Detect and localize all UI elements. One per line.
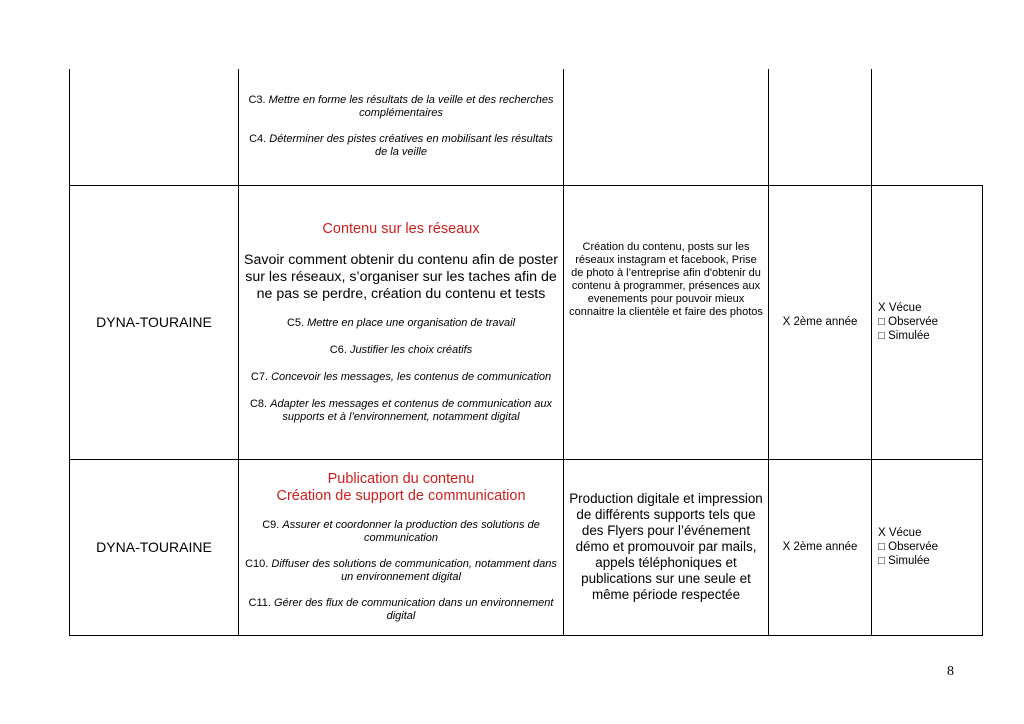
competence-item: C10. Diffuser des solutions de communication, notamment dans un environnement digital	[245, 558, 557, 583]
competence-item: C5. Mettre en place une organisation de travail	[286, 316, 516, 329]
activity-cell	[564, 69, 769, 185]
activity-cell: Production digitale et impression de différents supports tels que des Flyers pour l’événement démo et promouvoir par mails, appels téléphoniques et publications sur une seule et même période respectée	[564, 459, 769, 635]
section-description: Savoir comment obtenir du contenu afin de poster sur les réseaux, s’organiser sur les taches afin de ne pas se perdre, création du contenu et tests	[244, 251, 558, 302]
competence-item: C6. Justifier les choix créatifs	[329, 343, 473, 356]
competence-item: C8. Adapter les messages et contenus de communication aux supports et à l’environnement, notamment digital	[249, 397, 553, 423]
mode-simulee: □ Simulée	[878, 555, 930, 567]
table-row	[70, 459, 983, 635]
table-row	[70, 185, 983, 459]
year-cell: X 2ème année	[769, 185, 872, 459]
section-title: Publication du contenu	[327, 471, 475, 487]
competence-item: C9. Assurer et coordonner la production des solutions de communication	[262, 519, 540, 544]
competences-cell	[239, 185, 564, 459]
section-title: Contenu sur les réseaux	[322, 220, 480, 237]
competence-item: C7. Concevoir les messages, les contenus de communication	[250, 370, 552, 383]
competence-item: C11. Gérer des flux de communication dans un environnement digital	[248, 597, 554, 622]
activities-table	[69, 69, 983, 636]
modes-cell	[872, 459, 983, 635]
organisation-cell	[70, 69, 239, 185]
section-subtitle: Création de support de communication	[276, 488, 526, 504]
organisation-cell: DYNA-TOURAINE	[70, 185, 239, 459]
competence-item: C3. Mettre en forme les résultats de la veille et des recherches complémentaires	[248, 94, 554, 120]
mode-simulee: □ Simulée	[878, 330, 930, 342]
table-row	[70, 69, 983, 185]
activity-cell: Création du contenu, posts sur les réseaux instagram et facebook, Prise de photo à l’entreprise afin d'obtenir du contenu à programmer, présences aux evenements pour pouvoir mieux connaitre la clientèle et faire des photos	[564, 185, 769, 459]
year-cell: X 2ème année	[769, 459, 872, 635]
modes-cell	[872, 69, 983, 185]
mode-vecue: X Vécue	[878, 302, 922, 314]
organisation-cell: DYNA-TOURAINE	[70, 459, 239, 635]
mode-vecue: X Vécue	[878, 527, 922, 539]
modes-cell	[872, 185, 983, 459]
page-number: 8	[947, 664, 954, 679]
competences-cell	[239, 69, 564, 185]
year-cell	[769, 69, 872, 185]
competence-item: C4. Déterminer des pistes créatives en mobilisant les résultats de la veille	[249, 133, 553, 159]
mode-observee: □ Observée	[878, 316, 938, 328]
competences-cell	[239, 459, 564, 635]
mode-observee: □ Observée	[878, 541, 938, 553]
